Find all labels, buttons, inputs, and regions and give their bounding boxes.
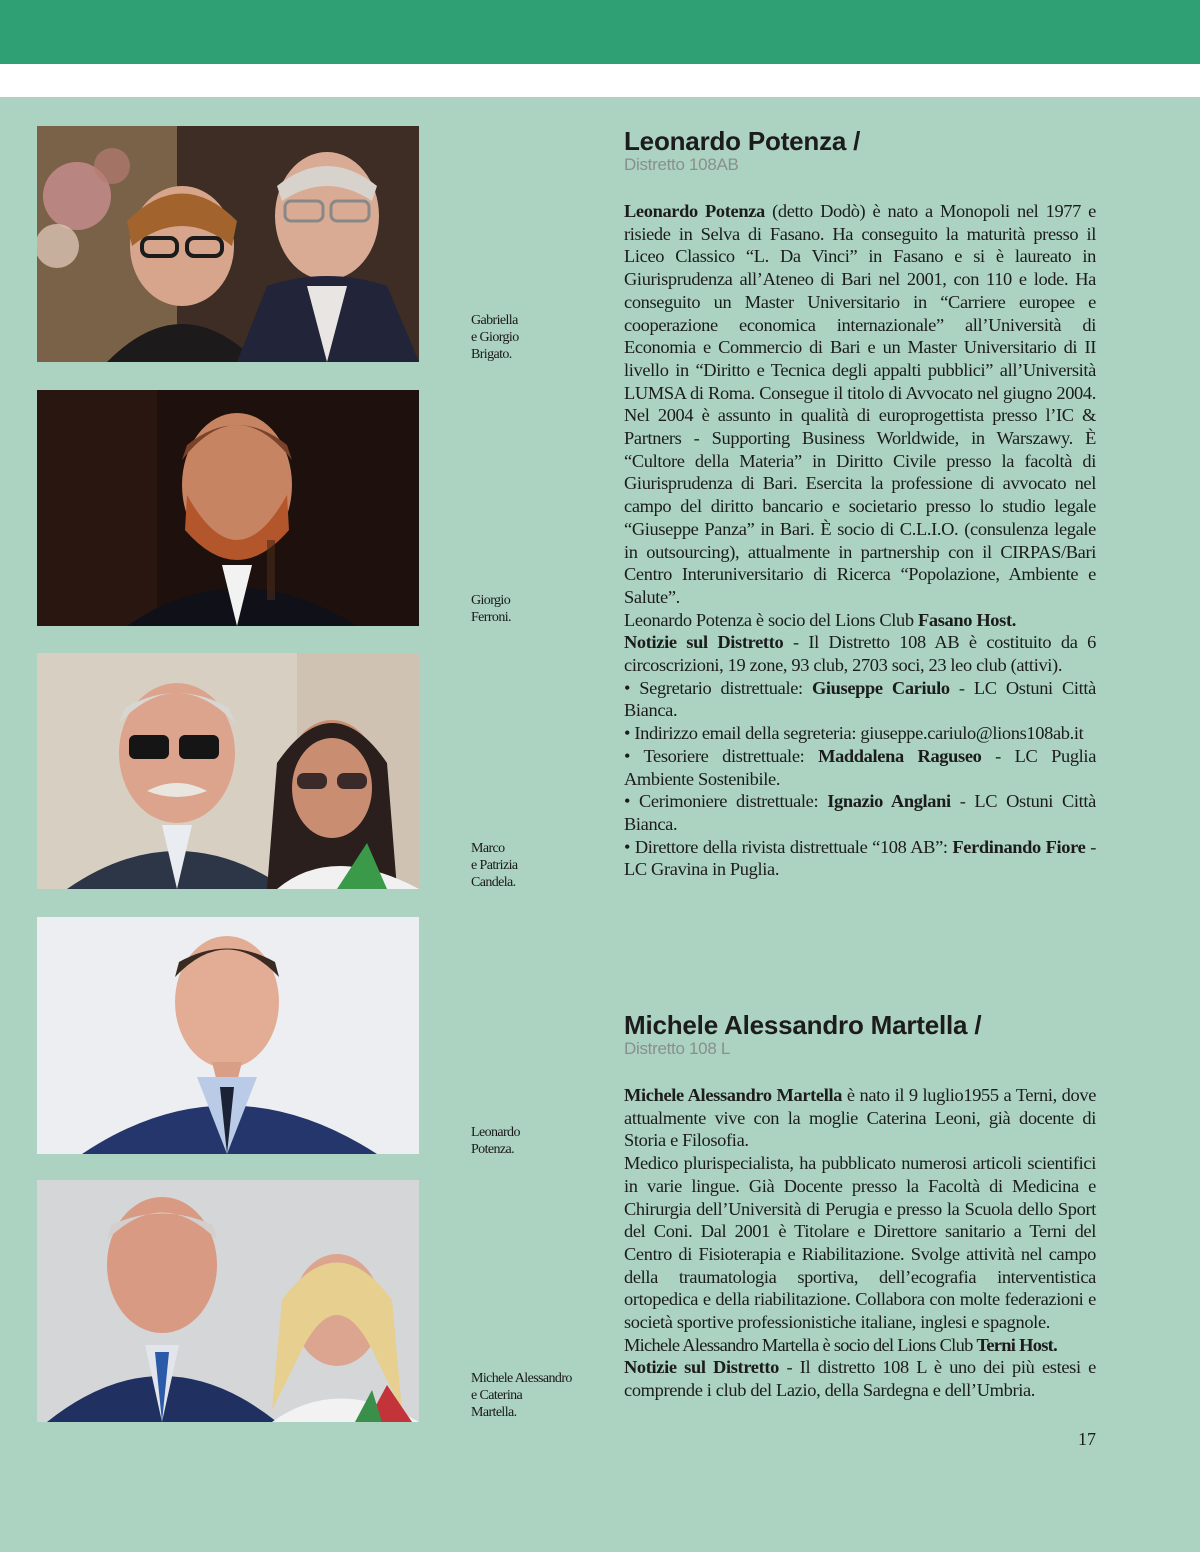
photo-caption-3 [471,840,596,891]
profile-michele-alessandro-martella [624,1010,1096,1402]
profile-body [624,1084,1096,1402]
caption-line: e Giorgio [471,330,519,345]
bullet-item [624,677,1096,722]
bullet-item [624,745,1096,790]
club-name: Terni Host [976,1334,1054,1355]
person-name: Giuseppe Cariulo [811,677,950,698]
caption-line: Brigato. [471,347,512,362]
bullet-club: - LC Ostuni Città Bianca. [624,677,1096,721]
profile-body [624,200,1096,881]
profile-district: Distretto 108AB [624,155,739,174]
paragraph-end: . [1053,1334,1057,1355]
club-name: Fasano Host [917,609,1012,630]
bold-lead: Leonardo Potenza [624,201,765,221]
profile-name: Leonardo Potenza / [624,126,861,156]
profile-leonardo-potenza [624,126,1096,881]
bullet-label: • Cerimoniere distrettuale: [624,791,828,812]
caption-line: e Patrizia [471,858,518,873]
paragraph-text: Leonardo Potenza è socio del Lions Club [624,609,918,630]
photo-caption-5 [471,1370,596,1421]
caption-line: Martella. [471,1405,517,1420]
bullet-club: - LC Puglia Ambiente Sostenibile. [624,745,1097,789]
bullet-item [624,790,1096,835]
bullet-club: - LC Ostuni Città Bianca. [624,791,1096,834]
caption-line: e Caterina [471,1388,523,1403]
paragraph [624,1334,1096,1357]
paragraph-text: Medico plurispecialista, ha pubblicato numerosi articoli scientifici in varie lingue. Già Docente presso la Facoltà di Medicina e Chirurgia dell’Università di Perugia e presso la Scuola dello Sport del Coni. Dal 2001 è Titolare e Direttore sanitario a Terni del Centro di Fisioterapia e Riabilitazione. Svolge attività nel campo della traumatologia sportiva, dell’ecografia interventistica ortopedica e della riabilitazione. Collabora con molte federazioni e società sportive professionistiche italiane, inglesi e spagnole. [624,1153,1096,1333]
bullet-club: - LC Gravina in Puglia. [624,836,1096,880]
caption-line: Potenza. [471,1142,515,1157]
profile-district: Distretto 108 L [624,1039,731,1058]
paragraph [624,631,1096,676]
paragraph [624,200,1096,609]
paragraph-text: (detto Dodò) è nato a Monopoli nel 1977 e risiede in Selva di Fasano. Ha conseguito la maturità presso il Liceo Classico “L. Da Vinci” in Fasano e si è laureato in Giurisprudenza all’Ateneo di Bari nel 2001, con 110 e lode. Ha conseguito un Master Universitario in “Carriere europee e cooperazione economica internazionale” all’Università di Economia e Commercio di Bari e un Master Universitario di II livello in “Diritto e Tecnica degli appalti pubblici” all’Università LUMSA di Roma. Consegue il titolo di Avvocato nel giugno 2004. Nel 2004 è assunto in qualità di europrogettista presso l’IC & Partners - Supporting Business Worldwide, in Warszawy. È “Cultore della Materia” in Diritto Civile presso la facoltà di Giurisprudenza di Bari. Esercita la professione di avvocato nel campo del diritto bancario e societario presso lo studio legale “Giuseppe Panza” in Bari. È socio di C.L.I.O. (consulenza legale in outsourcing), attualmente in partnership con il CIRPAS/Bari Centro Interuniversitario di Ricerca “Popolazione, Ambiente e Salute”. [624,201,1096,607]
photo-caption-1 [471,312,596,363]
caption-line: Candela. [471,875,516,890]
caption-line: Ferroni. [471,610,511,625]
paragraph [624,609,1096,632]
photo-leonardo-potenza [37,917,419,1154]
bullet-item [624,722,1096,745]
bullet-label: • Direttore della rivista distrettuale “108 AB”: [624,836,953,857]
caption-line: Michele Alessandro [471,1371,572,1386]
bullet-label: • Tesoriere distrettuale: [624,745,819,766]
caption-line: Gabriella [471,313,518,328]
header-band [0,0,1200,64]
caption-line: Giorgio [471,593,511,608]
person-name: Ignazio Anglani [827,791,951,812]
paragraph-text: - Il Distretto 108 AB è costituito da 6 circoscrizioni, 19 zone, 93 club, 2703 soci, 23 leo club (attivi). [624,632,1096,676]
caption-line: Marco [471,841,505,856]
page-number: 17 [1078,1429,1096,1449]
photo-michele-caterina-martella [37,1180,419,1422]
photo-giorgio-ferroni [37,390,419,626]
paragraph-text: - Il distretto 108 L è uno dei più estesi e comprende i club del Lazio, della Sardegna e dell’Umbria. [624,1357,1096,1401]
caption-line: Leonardo [471,1125,520,1140]
person-name: Maddalena Raguseo [818,745,982,766]
bold-lead: Michele Alessandro Martella [624,1085,843,1105]
paragraph-text: Michele Alessandro Martella è socio del Lions Club [624,1334,977,1355]
paragraph-end: . [1011,609,1016,630]
paragraph [624,1152,1096,1334]
paragraph-text: è nato il 9 luglio1955 a Terni, dove attualmente vive con la moglie Caterina Leoni, già docente di Storia e Filosofia. [624,1085,1097,1151]
profile-name: Michele Alessandro Martella / [624,1010,982,1040]
bullet-item [624,836,1096,881]
photo-marco-patrizia-candela [37,653,419,889]
bold-lead: Notizie sul Distretto [624,1357,780,1378]
bold-lead: Notizie sul Distretto [624,632,784,653]
photo-caption-2 [471,592,596,626]
person-name: Ferdinando Fiore [952,836,1086,857]
bullet-text: • Indirizzo email della segreteria: giuseppe.cariulo@lions108ab.it [624,723,1084,744]
photo-gabriella-giorgio-brigato [37,126,419,362]
paragraph [624,1356,1096,1401]
photo-caption-4 [471,1124,596,1158]
paragraph [624,1084,1096,1152]
header-white-strip [0,64,1200,97]
bullet-label: • Segretario distrettuale: [624,677,812,698]
